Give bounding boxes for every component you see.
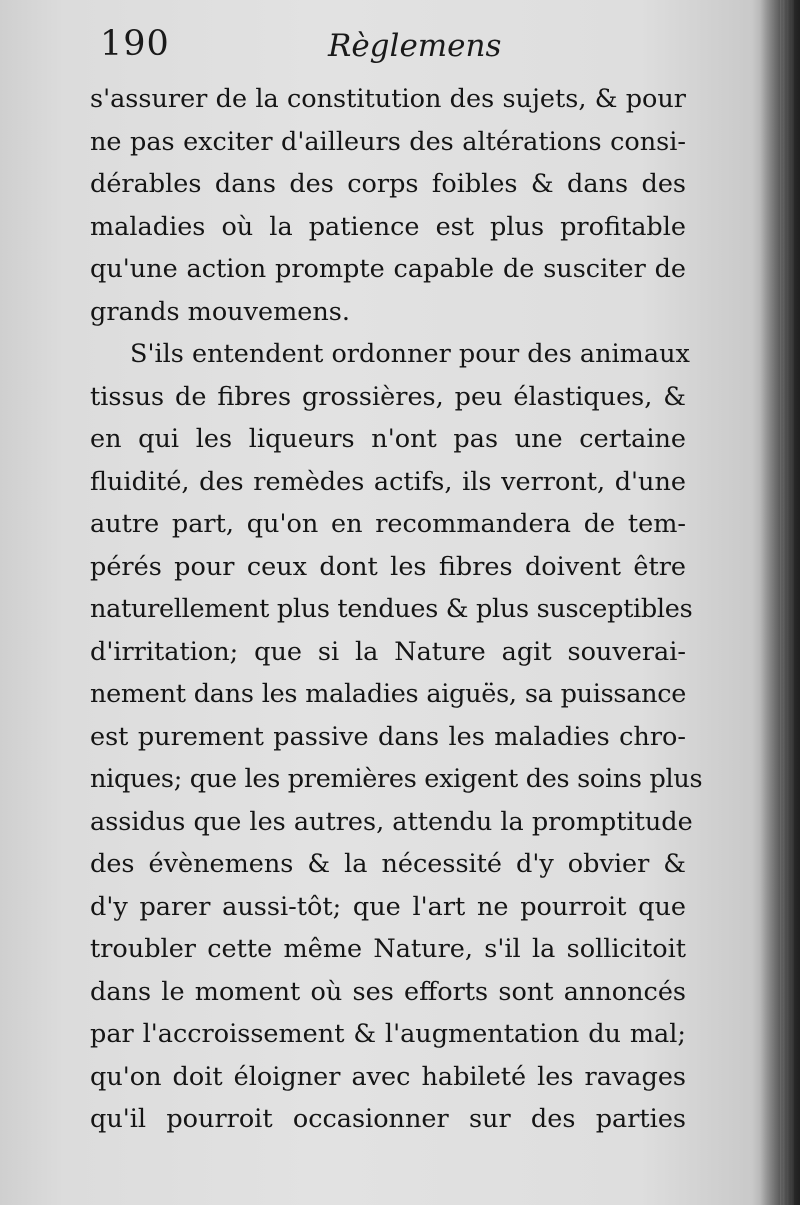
text-line: d'y parer aussi-tôt; que l'art ne pourroit que xyxy=(90,891,686,922)
text-line: s'assurer de la constitution des sujets, & pour xyxy=(90,84,686,114)
running-title: Règlemens xyxy=(328,28,502,64)
text-line: niques; que les premières exigent des soins plus xyxy=(90,764,703,794)
text-line: fluidité, des remèdes actifs, ils verront, d'une xyxy=(90,466,686,497)
text-line: naturellement plus tendues & plus susceptibles xyxy=(90,594,693,624)
text-line: troubler cette même Nature, s'il la sollicitoit xyxy=(90,934,686,964)
page-edge-shadow xyxy=(760,0,800,1205)
text-line: dans le moment où ses efforts sont annoncés xyxy=(90,976,686,1007)
text-line: pérés pour ceux dont les fibres doivent être xyxy=(90,551,686,582)
page-header xyxy=(96,18,696,68)
text-line: est purement passive dans les maladies chro- xyxy=(90,721,686,752)
text-line: des évènemens & la nécessité d'y obvier & xyxy=(90,849,686,879)
text-line: autre part, qu'on en recommandera de tem- xyxy=(90,509,686,539)
text-line: tissus de fibres grossières, peu élastiques, & xyxy=(90,381,686,412)
page-number: 190 xyxy=(100,24,170,64)
text-line: maladies où la patience est plus profitable xyxy=(90,211,686,242)
text-line: d'irritation; que si la Nature agit souverai- xyxy=(90,636,686,667)
text-line: grands mouvemens. xyxy=(90,296,350,327)
text-line: nement dans les maladies aiguës, sa puissance xyxy=(90,679,686,709)
text-line: qu'il pourroit occasionner sur des parties xyxy=(90,1104,686,1134)
text-line: S'ils entendent ordonner pour des animaux xyxy=(130,339,690,369)
text-line: par l'accroissement & l'augmentation du mal; xyxy=(90,1019,686,1049)
text-line: dérables dans des corps foibles & dans des xyxy=(90,169,686,199)
text-line: ne pas exciter d'ailleurs des altérations consi- xyxy=(90,126,686,157)
text-line: qu'on doit éloigner avec habileté les ravages xyxy=(90,1061,686,1092)
text-line: assidus que les autres, attendu la promptitude xyxy=(90,806,693,837)
text-line: qu'une action prompte capable de susciter de xyxy=(90,254,686,284)
text-line: en qui les liqueurs n'ont pas une certaine xyxy=(90,424,686,454)
body-text xyxy=(90,78,703,1141)
